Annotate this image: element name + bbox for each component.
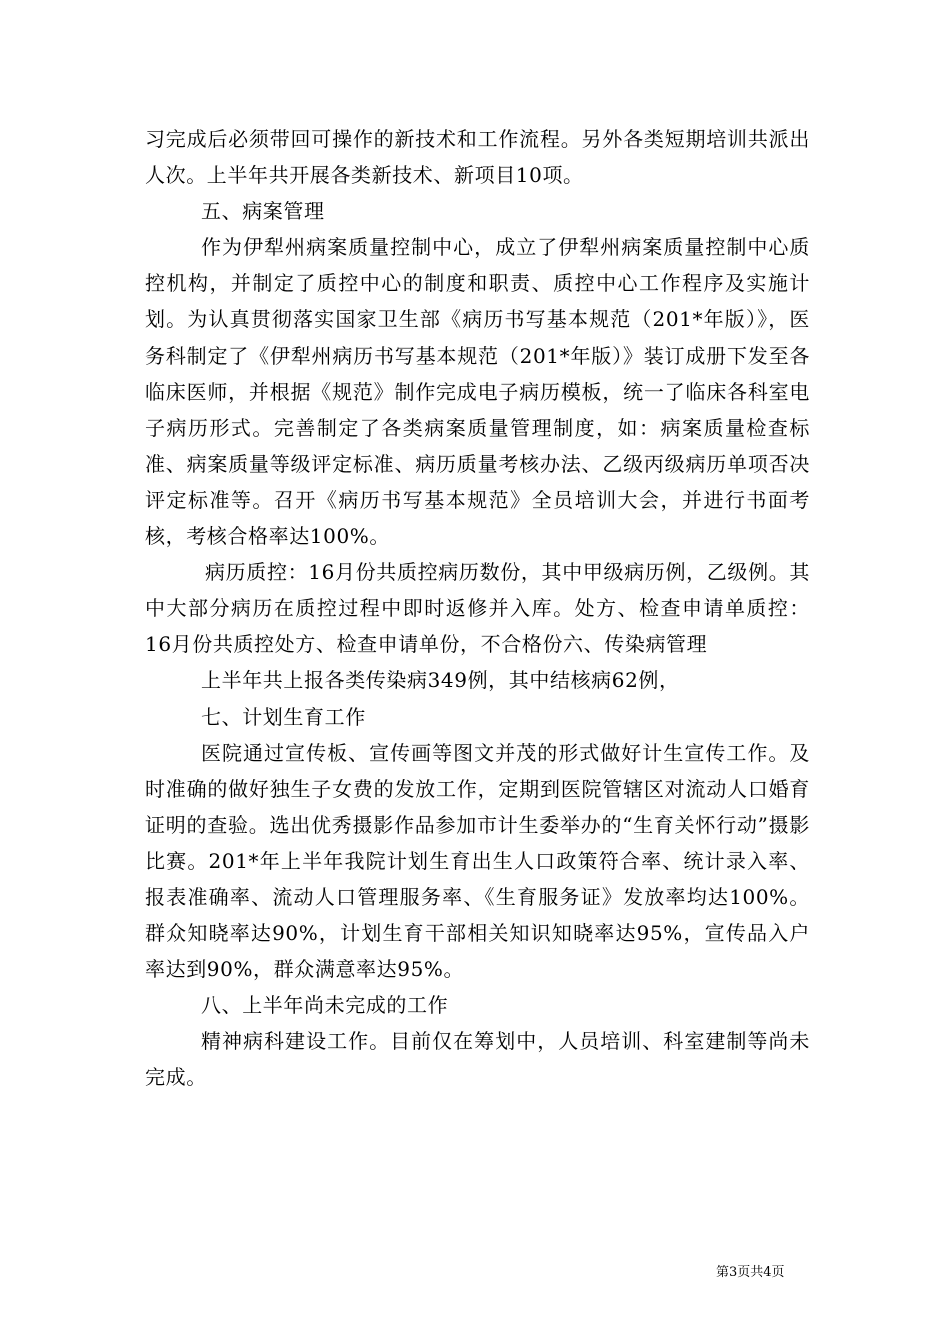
document-body [145,121,810,1096]
paragraph-medical-records: 作为伊犁州病案质量控制中心，成立了伊犁州病案质量控制中心质控机构，并制定了质控中心的制度和职责、质控中心工作程序及实施计划。为认真贯彻落实国家卫生部《病历书写基本规范（201*年版）》，医务科制定了《伊犁州病历书写基本规范（201*年版）》装订成册下发至各临床医师，并根据《规范》制作完成电子病历模板，统一了临床各科室电子病历形式。完善制定了各类病案质量管理制度，如：病案质量检查标准、病案质量等级评定标准、病历质量考核办法、乙级丙级病历单项否决评定标准等。召开《病历书写基本规范》全员培训大会，并进行书面考核，考核合格率达100%。 [145,235,810,549]
paragraph-training-continued: 习完成后必须带回可操作的新技术和工作流程。另外各类短期培训共派出人次。上半年共开展各类新技术、新项目10项。 [145,127,810,188]
paragraph-record-quality-control: 病历质控：16月份共质控病历数份，其中甲级病历例，乙级例。其中大部分病历在质控过程中即时返修并入库。处方、检查申请单质控：16月份共质控处方、检查申请单份，不合格份六、传染病管理 [145,560,810,657]
page-number: 第3页共4页 [716,1265,785,1280]
heading-unfinished-work: 八、上半年尚未完成的工作 [201,993,449,1018]
paragraph-unfinished-work: 精神病科建设工作。目前仅在筹划中，人员培训、科室建制等尚未完成。 [145,1029,810,1090]
paragraph-family-planning: 医院通过宣传板、宣传画等图文并茂的形式做好计生宣传工作。及时准确的做好独生子女费的发放工作，定期到医院管辖区对流动人口婚育证明的查验。选出优秀摄影作品参加市计生委举办的“生育关怀行动”摄影比赛。201*年上半年我院计划生育出生人口政策符合率、统计录入率、报表准确率、流动人口管理服务率、《生育服务证》发放率均达100%。群众知晓率达90%，计划生育干部相关知识知晓率达95%，宣传品入户率达到90%，群众满意率达95%。 [145,740,810,982]
heading-medical-records: 五、病案管理 [201,199,325,224]
heading-family-planning: 七、计划生育工作 [201,704,366,729]
paragraph-infectious-disease: 上半年共上报各类传染病349例，其中结核病62例， [201,668,680,693]
